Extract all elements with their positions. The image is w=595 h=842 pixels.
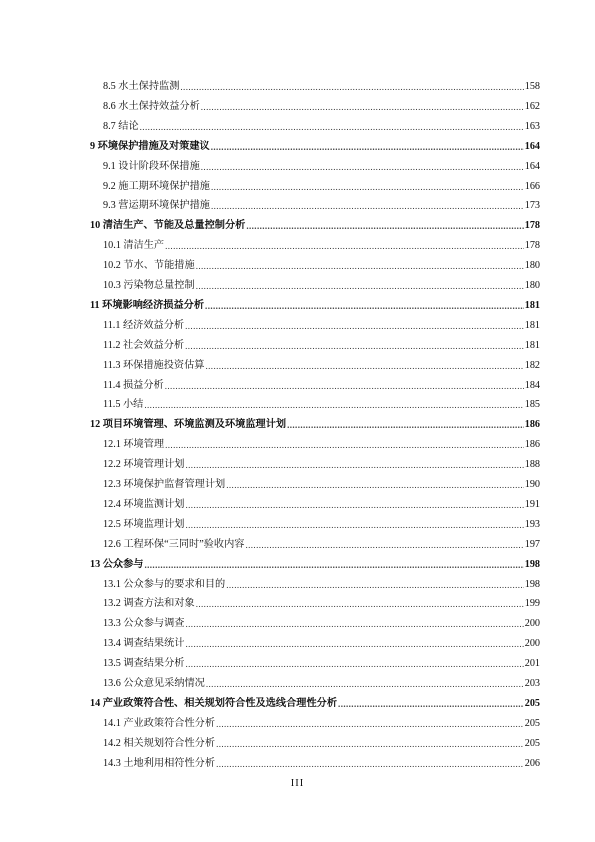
toc-entry-title: 11.2 社会效益分析 [103, 339, 185, 351]
toc-section-row[interactable] [0, 232, 595, 252]
dot-leader [201, 162, 524, 172]
toc-entry-title: 11 环境影响经济损益分析 [90, 299, 205, 311]
toc-entry-page: 193 [524, 518, 540, 530]
toc-chapter-row[interactable] [0, 551, 595, 571]
dot-leader [196, 281, 524, 291]
toc-section-row[interactable] [0, 730, 595, 750]
toc-entry-title: 9 环境保护措施及对策建议 [90, 140, 210, 152]
dot-leader [216, 759, 524, 769]
toc-section-row[interactable] [0, 352, 595, 372]
toc-entry-page: 158 [524, 81, 540, 92]
toc-entry-title: 9.3 营运期环境保护措施 [103, 200, 210, 212]
toc-section-row[interactable] [0, 511, 595, 531]
dot-leader [211, 201, 524, 211]
toc-entry-page: 205 [524, 737, 540, 749]
toc-section-row[interactable] [0, 531, 595, 551]
toc-entry-title: 12.2 环境管理计划 [103, 459, 185, 471]
dot-leader [211, 182, 524, 192]
toc-entry-title: 13.4 调查结果统计 [103, 638, 185, 650]
toc-entry-page: 163 [524, 120, 540, 132]
toc-entry-page: 205 [524, 717, 540, 729]
toc-entry-title: 9.2 施工期环境保护措施 [103, 180, 210, 192]
dot-leader [201, 102, 524, 112]
toc-entry-page: 198 [524, 578, 540, 590]
toc-chapter-row[interactable] [0, 133, 595, 153]
toc-entry-page: 203 [524, 678, 540, 689]
toc-entry-title: 11.4 损益分析 [103, 379, 164, 391]
toc-entry-page: 182 [524, 359, 540, 371]
dot-leader [226, 480, 523, 490]
dot-leader [165, 241, 524, 251]
toc-entry-page: 181 [524, 299, 540, 311]
dot-leader [185, 341, 524, 351]
toc-entry-page: 166 [524, 180, 540, 192]
toc-entry-title: 11.1 经济效益分析 [103, 319, 185, 331]
dot-leader [205, 301, 524, 311]
dot-leader [186, 460, 524, 470]
toc-entry-page: 188 [524, 459, 540, 471]
toc-entry-title: 14.2 相关规划符合性分析 [103, 737, 216, 749]
toc-entry-page: 185 [524, 399, 540, 411]
toc-entry-title: 13.5 调查结果分析 [103, 658, 185, 670]
toc-chapter-row[interactable] [0, 690, 595, 710]
dot-leader [196, 261, 524, 271]
dot-leader [186, 520, 524, 530]
toc-entry-page: 186 [524, 419, 540, 431]
toc-chapter-row[interactable] [0, 411, 595, 431]
toc-entry-page: 197 [524, 538, 540, 550]
toc-entry-title: 13.1 公众参与的要求和目的 [103, 578, 226, 590]
toc-section-row[interactable] [0, 710, 595, 730]
toc-section-row[interactable] [0, 630, 595, 650]
toc-entry-page: 178 [524, 220, 540, 232]
dot-leader [245, 540, 523, 550]
toc-entry-page: 198 [524, 558, 540, 570]
toc-section-row[interactable] [0, 750, 595, 770]
toc-entry-page: 162 [524, 100, 540, 112]
toc-entry-title: 14.3 土地利用相符性分析 [103, 757, 216, 769]
page-number: III [290, 778, 305, 789]
toc-entry-page: 180 [524, 260, 540, 272]
toc-entry-title: 12.4 环境监测计划 [103, 498, 185, 510]
toc-section-row[interactable] [0, 650, 595, 670]
toc-entry-title: 11.3 环保措施投资估算 [103, 359, 205, 371]
toc-entry-title: 10.2 节水、节能措施 [103, 260, 195, 272]
dot-leader [144, 400, 523, 410]
toc-section-row[interactable] [0, 670, 595, 690]
dot-leader [186, 659, 524, 669]
toc-entry-title: 13.6 公众意见采纳情况 [103, 678, 205, 689]
toc-entry-title: 8.5 水土保持监测 [103, 81, 180, 92]
toc-entry-title: 14 产业政策符合性、相关规划符合性及选线合理性分析 [90, 697, 338, 709]
toc-entry-page: 164 [524, 160, 540, 172]
dot-leader [185, 321, 524, 331]
dot-leader [196, 599, 524, 609]
toc-entry-title: 12.5 环境监理计划 [103, 518, 185, 530]
dot-leader [180, 82, 523, 92]
toc-entry-title: 12 项目环境管理、环境监测及环境监理计划 [90, 419, 287, 431]
dot-leader [165, 381, 524, 391]
toc-section-row[interactable] [0, 571, 595, 591]
toc-entry-page: 205 [524, 697, 540, 709]
toc-section-row[interactable] [0, 491, 595, 511]
dot-leader [216, 719, 524, 729]
toc-chapter-row[interactable] [0, 212, 595, 232]
toc-entry-page: 190 [524, 479, 540, 490]
toc-section-row[interactable] [0, 93, 595, 113]
toc-entry-title: 14.1 产业政策符合性分析 [103, 717, 216, 729]
toc-section-row[interactable] [0, 471, 595, 491]
toc-section-row[interactable] [0, 73, 595, 93]
toc-entry-title: 10.3 污染物总量控制 [103, 280, 195, 291]
toc-entry-title: 13.2 调查方法和对象 [103, 598, 195, 610]
toc-section-row[interactable] [0, 372, 595, 392]
toc-section-row[interactable] [0, 332, 595, 352]
dot-leader [186, 619, 524, 629]
toc-entry-title: 10 清洁生产、节能及总量控制分析 [90, 220, 246, 232]
toc-entry-title: 10.1 清洁生产 [103, 240, 165, 252]
dot-leader [165, 440, 524, 450]
dot-leader [206, 679, 524, 689]
toc-section-row[interactable] [0, 451, 595, 471]
dot-leader [186, 639, 524, 649]
toc-entry-title: 13 公众参与 [90, 558, 144, 570]
toc-entry-page: 180 [524, 280, 540, 291]
dot-leader [211, 142, 524, 152]
dot-leader [144, 560, 523, 570]
toc-section-row[interactable] [0, 312, 595, 332]
toc-entry-page: 178 [524, 240, 540, 252]
toc-entry-page: 191 [524, 498, 540, 510]
toc-entry-title: 12.6 工程环保“三同时”验收内容 [103, 538, 245, 550]
toc-section-row[interactable] [0, 610, 595, 630]
toc-entry-page: 181 [524, 319, 540, 331]
toc-section-row[interactable] [0, 391, 595, 411]
toc-section-row[interactable] [0, 252, 595, 272]
toc-entry-page: 181 [524, 339, 540, 351]
toc-entry-title: 8.7 结论 [103, 120, 139, 132]
toc-entry-page: 201 [524, 658, 540, 670]
dot-leader [246, 221, 523, 231]
toc-section-row[interactable] [0, 272, 595, 292]
toc-chapter-row[interactable] [0, 292, 595, 312]
toc-section-row[interactable] [0, 113, 595, 133]
dot-leader [216, 739, 524, 749]
toc-entry-title: 8.6 水土保持效益分析 [103, 100, 200, 112]
toc-entry-title: 11.5 小结 [103, 399, 144, 411]
toc-entry-page: 164 [524, 140, 540, 152]
dot-leader [338, 699, 524, 709]
toc-entry-title: 12.3 环境保护监督管理计划 [103, 479, 226, 490]
toc-section-row[interactable] [0, 192, 595, 212]
toc-entry-title: 9.1 设计阶段环保措施 [103, 160, 200, 172]
toc-section-row[interactable] [0, 173, 595, 193]
toc-entry-page: 186 [524, 439, 540, 451]
toc-entry-title: 13.3 公众参与调查 [103, 618, 185, 630]
dot-leader [206, 361, 524, 371]
toc-entry-page: 200 [524, 638, 540, 650]
dot-leader [287, 420, 524, 430]
dot-leader [226, 580, 523, 590]
toc-section-row[interactable] [0, 431, 595, 451]
dot-leader [140, 122, 524, 132]
toc-entry-page: 200 [524, 618, 540, 630]
toc-entry-title: 12.1 环境管理 [103, 439, 165, 451]
toc-section-row[interactable] [0, 153, 595, 173]
dot-leader [186, 500, 524, 510]
toc-entry-page: 199 [524, 598, 540, 610]
toc-entry-page: 173 [524, 200, 540, 212]
toc-entry-page: 206 [524, 757, 540, 769]
toc-section-row[interactable] [0, 590, 595, 610]
toc-entry-page: 184 [524, 379, 540, 391]
